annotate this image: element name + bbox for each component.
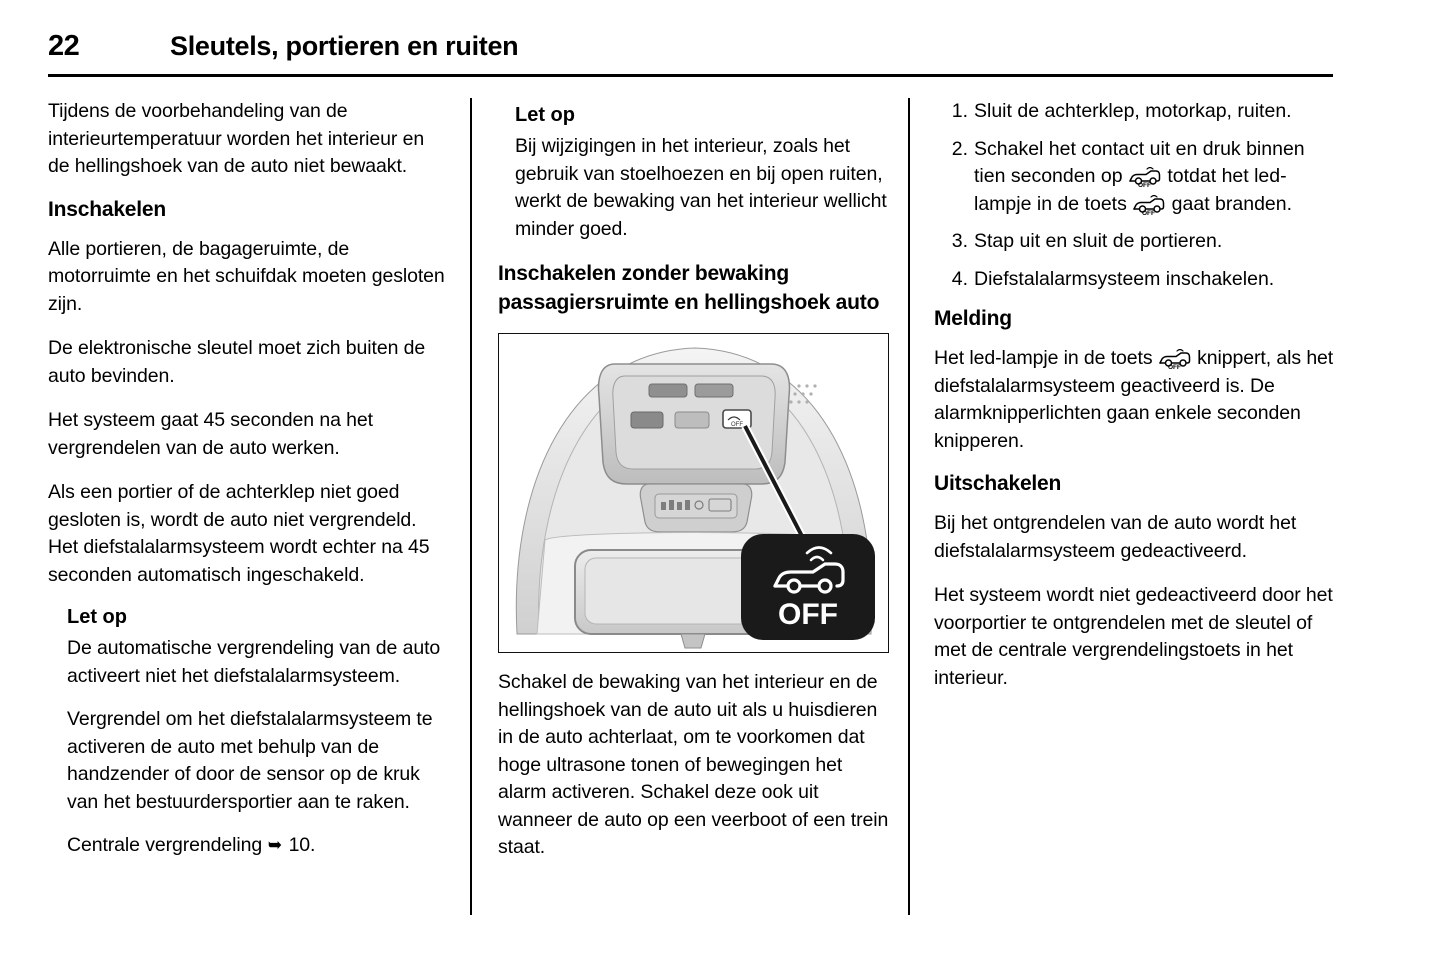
heading-melding: Melding (934, 307, 1012, 330)
paragraph-doors-closed: Alle portieren, de bagageruimte, de motorruimte en het schuifdak moeten gesloten zijn. (48, 237, 445, 315)
paragraph-precondition: Tijdens de voorbehandeling van de interieurtemperatuur worden het interieur en de hellingshoek van de auto niet bewaakt. (48, 100, 425, 177)
heading-inschakelen-zonder-bewaking: Inschakelen zonder bewaking passagiersruimte en hellingshoek auto (498, 262, 880, 314)
figure-off-label: OFF (778, 598, 838, 631)
note-block-2 (515, 104, 895, 243)
note-paragraph-3 (67, 832, 445, 860)
paragraph-uitschakelen-2: Het systeem wordt niet gedeactiveerd door het voorportier te ontgrendelen met de sleutel of met de centrale vergrendelingstoets in het interieur. (934, 584, 1333, 689)
figure-illustration (499, 334, 888, 652)
melding-text-part1: Het led-lampje in de toets (934, 347, 1158, 369)
cross-reference-arrow-icon: ➥ (268, 835, 283, 856)
central-locking-text: Centrale vergrendeling (67, 834, 268, 856)
note-paragraph-1: De automatische vergrendeling van de auto activeert niet het diefstalalarmsysteem. (67, 637, 441, 687)
column-1 (48, 98, 445, 876)
steps-list (934, 98, 1334, 293)
paragraph-uitschakelen-1: Bij het ontgrendelen van de auto wordt het diefstalalarmsysteem gedeactiveerd. (934, 512, 1297, 562)
step2-text-part2: totdat het led-lampje in de toets (974, 165, 1287, 215)
note-heading-2: Let op (515, 104, 575, 126)
step2-text-part3: gaat branden. (1166, 192, 1293, 215)
step-item-3: Stap uit en sluit de portieren. (974, 230, 1223, 252)
alarm-off-icon-3 (1158, 349, 1192, 369)
alarm-off-icon (1128, 167, 1162, 187)
step-item-4: Diefstalalarmsysteem inschakelen. (974, 267, 1275, 290)
heading-uitschakelen: Uitschakelen (934, 472, 1062, 495)
step2-text-part1: Schakel het contact uit en druk binnen tien seconden op (974, 137, 1305, 187)
paragraph-door-not-closed: Als een portier of de achterklep niet goed gesloten is, wordt de auto niet vergrendeld. Het diefstalalarmsysteem wordt echter na 45 seconden automatisch ingeschakeld. (48, 481, 430, 586)
svg-text:OFF: OFF (1167, 364, 1181, 369)
note2-paragraph-1: Bij wijzigingen in het interieur, zoals het gebruik van stoelhoezen en bij open ruiten, werkt de bewaking van het interieur wellicht minder goed. (515, 135, 887, 240)
paragraph-45-seconds: Het systeem gaat 45 seconden na het vergrendelen van de auto werken. (48, 409, 373, 459)
svg-text:OFF: OFF (731, 422, 743, 428)
central-locking-page-ref: 10. (288, 834, 316, 856)
note-heading: Let op (67, 606, 127, 628)
step-item-1: Sluit de achterklep, motorkap, ruiten. (974, 100, 1292, 122)
column-divider-2 (908, 98, 910, 915)
page-number: 22 (48, 30, 80, 62)
note-paragraph-2: Vergrendel om het diefstalalarmsysteem te activeren de auto met behulp van de handzender of door de sensor op de kruk van het bestuurdersportier aan te raken. (67, 708, 433, 813)
paragraph-disable-interior-monitoring: Schakel de bewaking van het interieur en de hellingshoek van de auto uit als u huisdieren in de auto achterlaat, om te voorkomen dat hoge ultrasone tonen of bewegingen het alarm activeren. Schakel deze ook uit wanneer de auto op een veerboot of een trein staat. (498, 671, 889, 858)
header-divider (48, 74, 1333, 77)
column-2 (498, 98, 895, 879)
column-3 (934, 98, 1334, 709)
svg-text:OFF: OFF (1137, 182, 1151, 187)
svg-text:OFF: OFF (1142, 209, 1156, 215)
note-block-1 (67, 606, 445, 860)
figure-overhead-console (498, 333, 889, 653)
paragraph-key-outside: De elektronische sleutel moet zich buiten de auto bevinden. (48, 337, 426, 387)
step-item-2 (974, 136, 1334, 219)
melding-text-part2: knippert, als het diefstalalarmsysteem geactiveerd is. De alarmknipperlichten gaan enkele seconden knipperen. (934, 347, 1334, 452)
paragraph-melding (934, 345, 1334, 455)
alarm-off-icon-2 (1132, 195, 1166, 215)
heading-inschakelen: Inschakelen (48, 197, 167, 221)
page-title: Sleutels, portieren en ruiten (170, 31, 519, 61)
page-header (48, 30, 1333, 63)
column-divider-1 (470, 98, 472, 915)
